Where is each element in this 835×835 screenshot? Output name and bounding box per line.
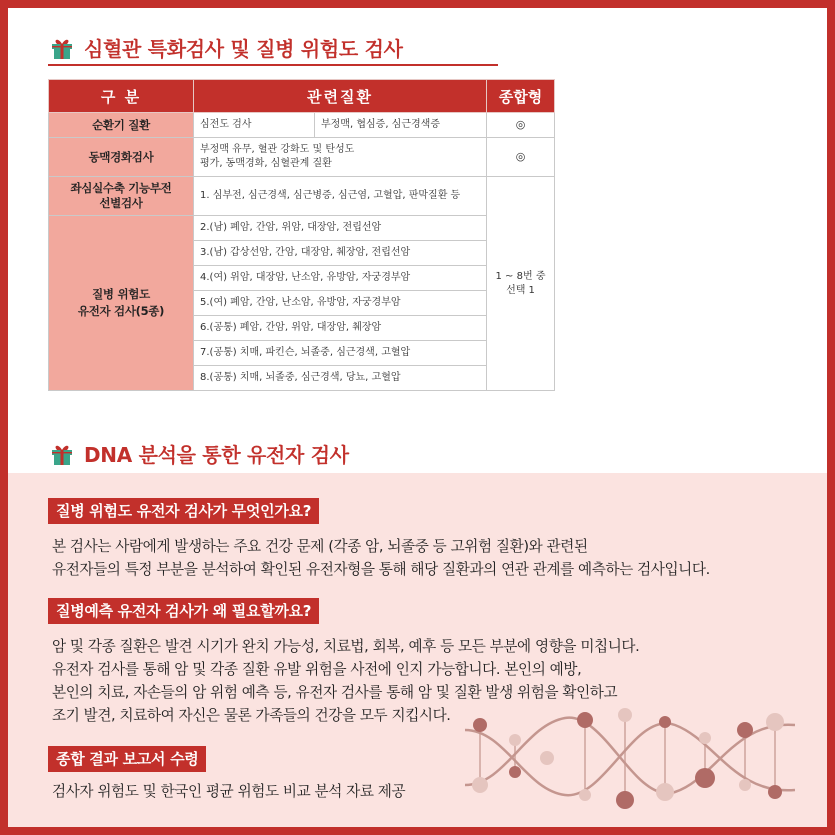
- category-cell: [49, 177, 194, 216]
- table-row: [49, 216, 555, 241]
- gene-item-cell: 3.(남) 갑상선암, 간암, 대장암, 췌장암, 전립선암: [194, 241, 487, 266]
- disease-cell: 부정맥, 협심증, 심근경색증: [315, 113, 487, 138]
- section1-heading: [50, 33, 403, 62]
- header-disease: 관련질환: [194, 80, 487, 113]
- category-line: 유전자 검사(5종): [77, 304, 165, 318]
- gene-item-cell: 7.(공통) 치매, 파킨슨, 뇌졸중, 심근경색, 고혈압: [194, 341, 487, 366]
- qa-body-report: [52, 780, 405, 803]
- table-row: [49, 177, 555, 216]
- disease-line: 부정맥 유무, 혈관 강화도 및 탄성도: [200, 144, 355, 155]
- header-comprehensive: 종합형: [487, 80, 555, 113]
- gene-item-cell: 5.(여) 폐암, 간암, 난소암, 유방암, 자궁경부암: [194, 291, 487, 316]
- section2-title: DNA 분석을 통한 유전자 검사: [84, 443, 349, 467]
- selection-line: 선택 1: [506, 284, 535, 296]
- qa-label-what: 질병 위험도 유전자 검사가 무엇인가요?: [48, 498, 319, 524]
- gene-item-cell: 2.(남) 폐암, 간암, 위암, 대장암, 전립선암: [194, 216, 487, 241]
- qa-label-why: 질병예측 유전자 검사가 왜 필요할까요?: [48, 598, 319, 624]
- table-row: [49, 113, 555, 138]
- body-line: 유전자 검사를 통해 암 및 각종 질환 유발 위험을 사전에 인지 가능합니다. 본인의 예방,: [52, 661, 582, 678]
- selection-cell: [487, 177, 555, 391]
- exam-table: [48, 79, 555, 391]
- disease-line: 평가, 동맥경화, 심혈관계 질환: [200, 158, 332, 169]
- category-cell: [49, 216, 194, 391]
- body-line: 암 및 각종 질환은 발견 시기가 완치 가능성, 치료법, 회복, 예후 등 모든 부분에 영향을 미칩니다.: [52, 638, 640, 655]
- body-line: 조기 발견, 치료하여 자신은 물론 가족들의 건강을 모두 지킵시다.: [52, 707, 451, 724]
- category-cell: 동맥경화검사: [49, 138, 194, 177]
- selection-line: 1 ~ 8번 중: [495, 270, 546, 282]
- body-line: 본인의 치료, 자손들의 암 위험 예측 등, 유전자 검사를 통해 암 및 질환 발생 위험을 확인하고: [52, 684, 618, 701]
- category-line: 좌심실수축 기능부전: [70, 181, 172, 195]
- category-line: 선별검사: [99, 196, 143, 210]
- category-line: 질병 위험도: [92, 287, 150, 301]
- body-line: 검사자 위험도 및 한국인 평균 위험도 비교 분석 자료 제공: [52, 783, 406, 800]
- body-line: 본 검사는 사람에게 발생하는 주요 건강 문제 (각종 암, 뇌졸중 등 고위험 질환)와 관련된: [52, 538, 588, 555]
- qa-body-what: [52, 535, 710, 581]
- qa-label-report: 종합 결과 보고서 수령: [48, 746, 206, 772]
- gene-item-cell: 4.(여) 위암, 대장암, 난소암, 유방암, 자궁경부암: [194, 266, 487, 291]
- gift-icon: [50, 36, 74, 60]
- table-header-row: [49, 80, 555, 113]
- body-line: 유전자들의 특정 부분을 분석하여 확인된 유전자형을 통해 해당 질환과의 연관 관계를 예측하는 검사입니다.: [52, 561, 710, 578]
- gene-item-cell: 8.(공통) 치매, 뇌졸중, 심근경색, 당뇨, 고혈압: [194, 366, 487, 391]
- gift-icon: [50, 442, 74, 466]
- qa-body-why: [52, 635, 639, 727]
- section2-heading: [50, 439, 349, 468]
- section1-title: 심혈관 특화검사 및 질병 위험도 검사: [84, 37, 403, 61]
- test-cell: 심전도 검사: [194, 113, 315, 138]
- header-category: 구 분: [49, 80, 194, 113]
- disease-cell: 1. 심부전, 심근경색, 심근병증, 심근염, 고혈압, 판막질환 등: [194, 177, 487, 216]
- category-cell: 순환기 질환: [49, 113, 194, 138]
- comprehensive-mark: ◎: [487, 138, 555, 177]
- section1-divider: [48, 64, 498, 66]
- gene-item-cell: 6.(공통) 폐암, 간암, 위암, 대장암, 췌장암: [194, 316, 487, 341]
- table-row: [49, 138, 555, 177]
- comprehensive-mark: ◎: [487, 113, 555, 138]
- disease-cell: [194, 138, 487, 177]
